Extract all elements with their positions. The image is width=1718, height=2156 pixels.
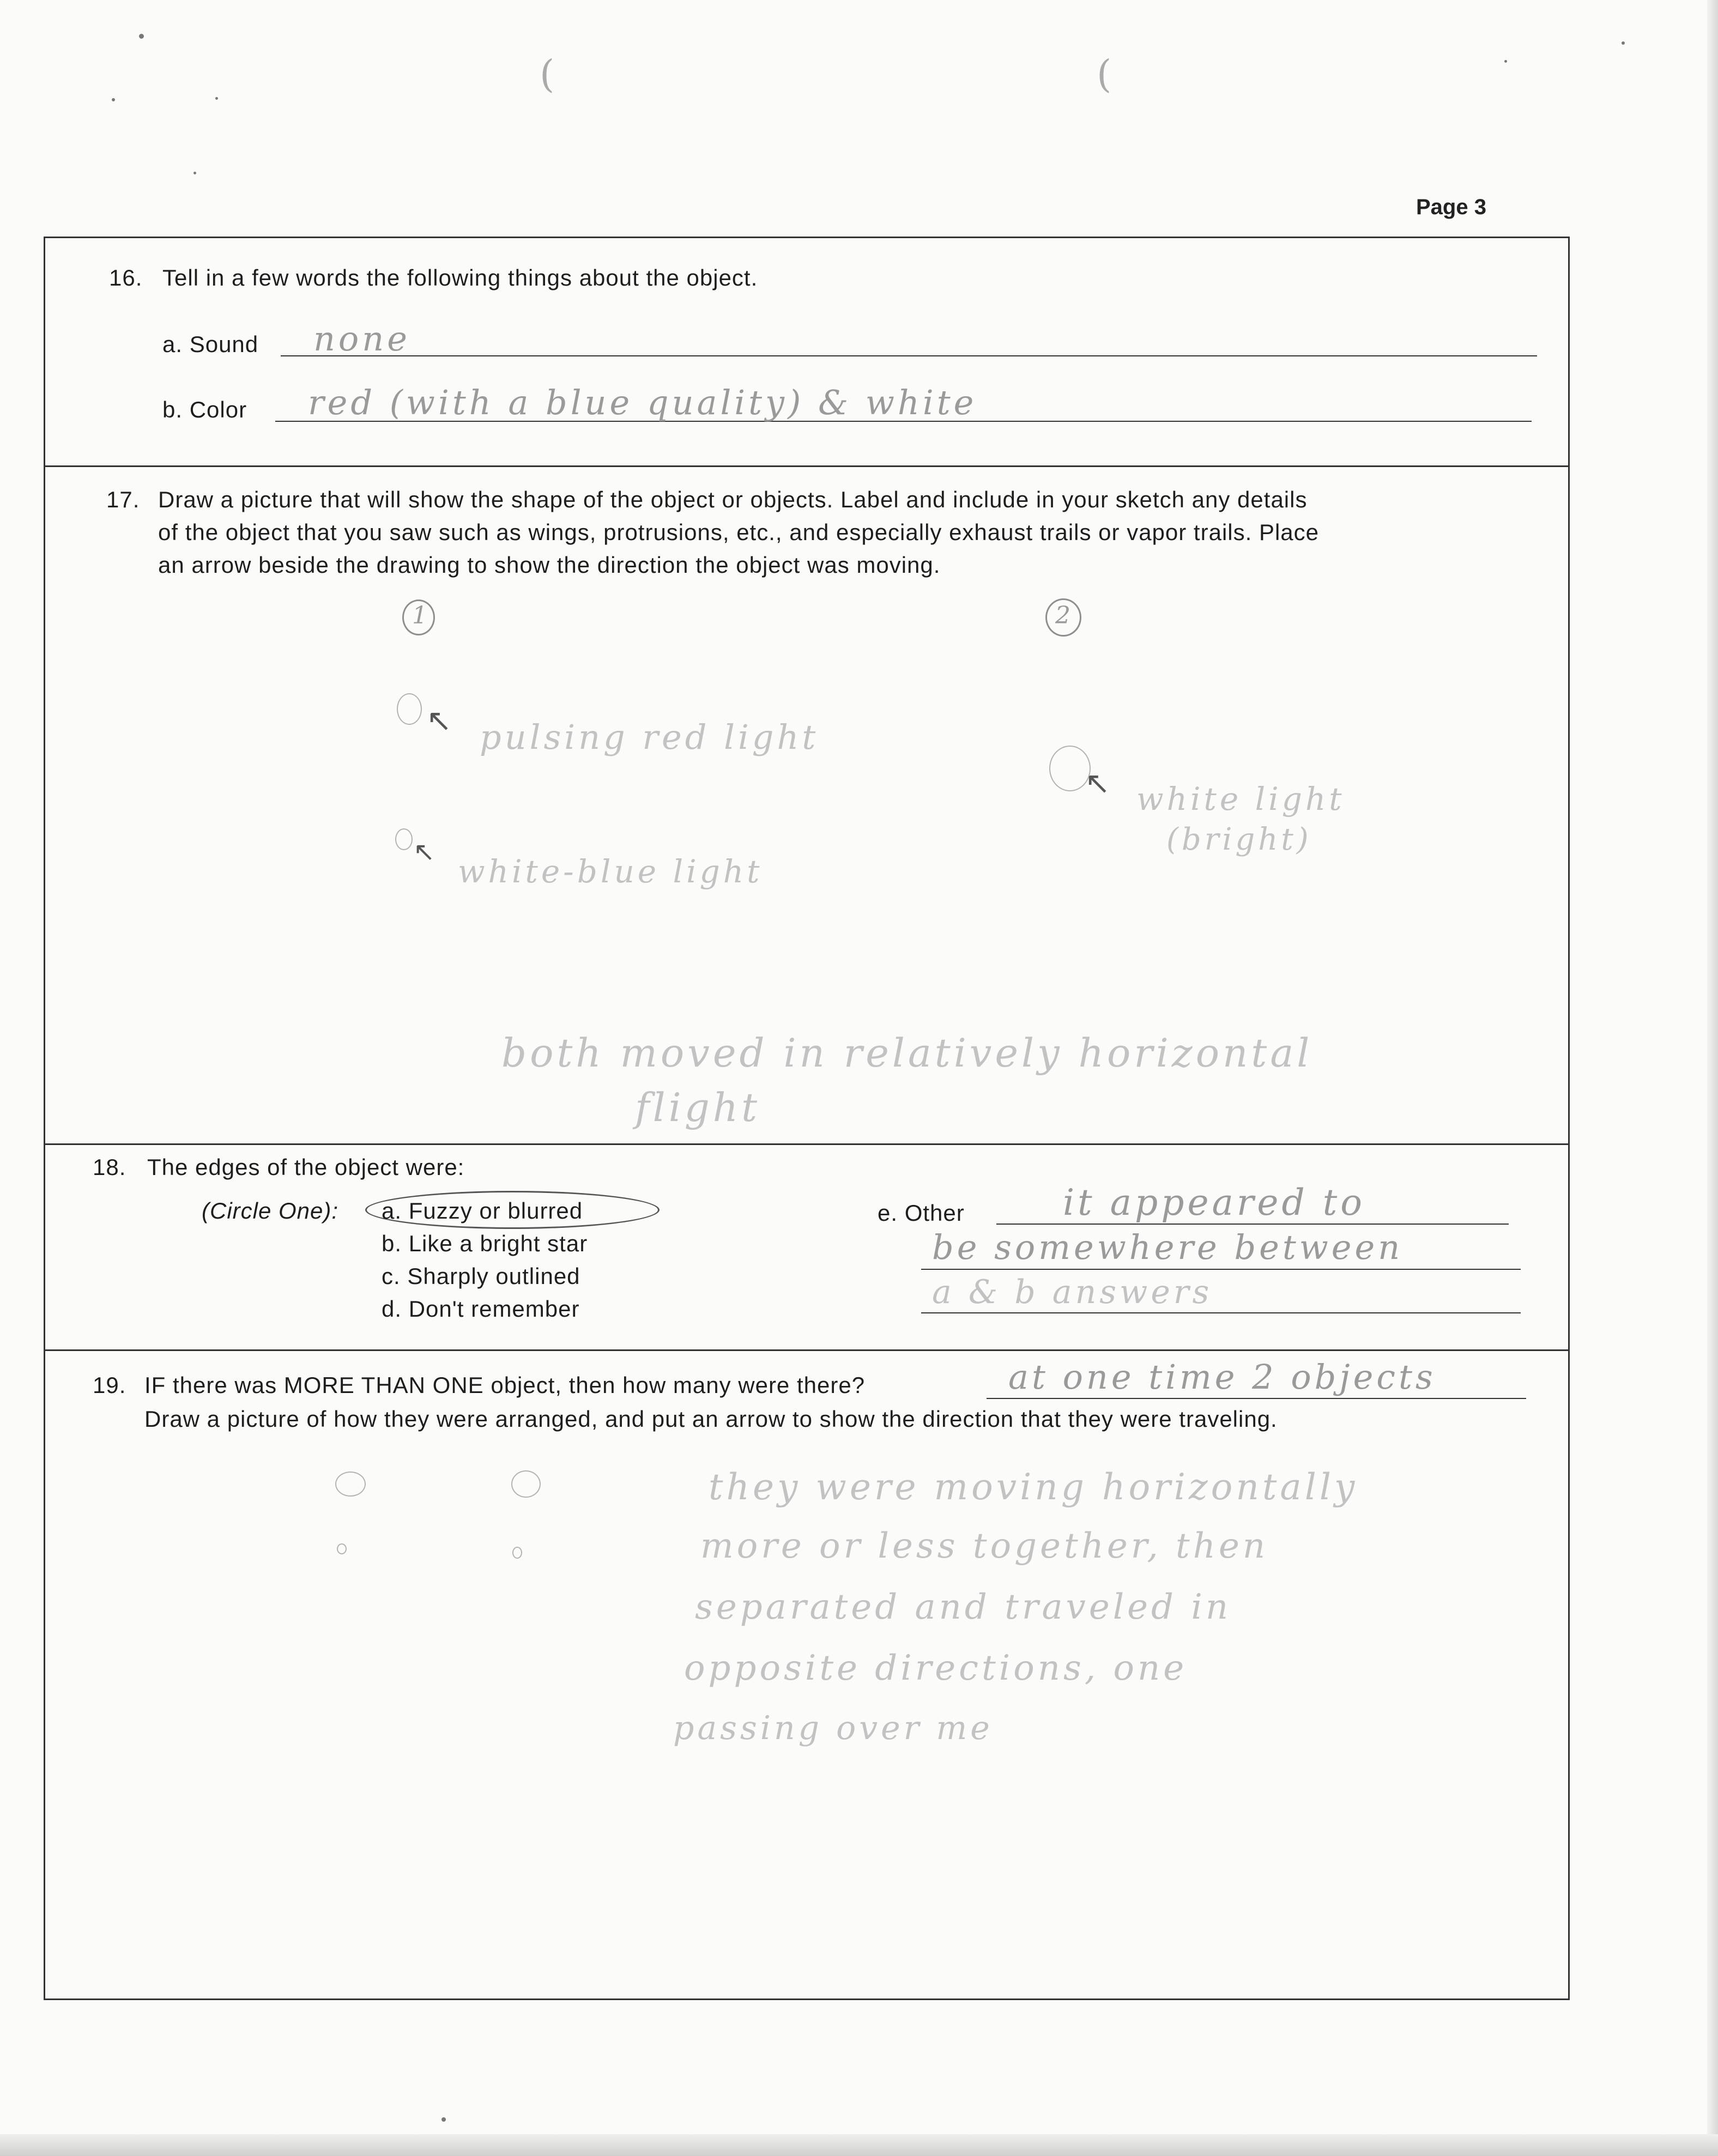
q16-prompt: Tell in a few words the following things about the object. [162,265,758,290]
q18-other-line-3 [921,1312,1521,1313]
section-divider [44,1143,1570,1145]
q19-number: 19. [93,1372,126,1398]
arrangement-object-small [337,1543,347,1554]
sketch-note-line-2: flight [635,1085,761,1130]
scan-speck [193,172,196,174]
sketch-label-white-blue: white-blue light [458,853,763,890]
sketch-marker-1: 1 [412,602,431,629]
q19-note-line-3: separated and traveled in [695,1587,1232,1627]
scan-mark: ( [540,52,555,96]
q17-number: 17. [106,487,140,512]
q17-prompt-line-1: Draw a picture that will show the shape of the object or objects. Label and include in your sketch any details [158,487,1308,512]
q18-option-a[interactable]: a. Fuzzy or blurred [382,1198,583,1224]
q17-prompt-line-3: an arrow beside the drawing to show the direction the object was moving. [158,552,941,578]
q16-sound-answer[interactable]: none [313,319,410,359]
q19-prompt-line-1: IF there was MORE THAN ONE object, then how many were there? [144,1372,866,1398]
scan-speck [139,34,144,39]
arrangement-object-large [511,1470,541,1498]
scan-mark: ( [1097,52,1112,96]
q16-sound-label: a. Sound [162,331,259,357]
scan-speck [215,97,218,100]
q19-note-line-5: passing over me [673,1709,993,1747]
q18-option-c[interactable]: c. Sharply outlined [382,1263,580,1289]
q18-other-line-1 [996,1224,1509,1225]
q18-prompt: The edges of the object were: [147,1154,465,1180]
q16-sound-line [281,355,1537,356]
arrangement-object-small [512,1547,522,1559]
q19-prompt-line-2: Draw a picture of how they were arranged, and put an arrow to show the direction that they were traveling. [144,1406,1278,1432]
q16-color-label: b. Color [162,397,247,422]
scan-speck [1504,60,1507,63]
q18-other-answer-line-2[interactable]: be somewhere between [932,1227,1404,1267]
q18-option-d[interactable]: d. Don't remember [382,1296,580,1322]
q16-color-answer[interactable]: red (with a blue quality) & white [308,383,977,422]
object-sketch-red-light [397,693,422,725]
scan-bottom-shadow [0,2134,1718,2156]
section-divider [44,465,1570,467]
sketch-marker-2: 2 [1055,602,1074,629]
arrangement-object-large [335,1471,366,1497]
q18-other-answer-line-3[interactable]: a & b answers [932,1273,1213,1311]
arrow-up-left-icon: ↖ [426,703,452,738]
q19-note-line-1: they were moving horizontally [709,1466,1358,1508]
scan-speck [441,2117,446,2122]
q18-other-line-2 [921,1269,1521,1270]
page-number: Page 3 [1416,195,1486,219]
q19-count-line [987,1398,1526,1399]
scan-speck [112,98,115,101]
arrow-up-left-icon: ↖ [413,837,435,867]
q18-circle-one: (Circle One): [202,1198,339,1224]
sketch-label-white: white light [1136,780,1345,817]
sketch-label-pulsing: pulsing red light [480,717,819,757]
sketch-label-bright: (bright) [1166,822,1312,857]
section-divider [44,1349,1570,1351]
q17-prompt-line-2: of the object that you saw such as wings, protrusions, etc., and especially exhaust trails or vapor trails. Place [158,519,1320,545]
scan-edge-shadow [1707,0,1718,2156]
q18-other-label: e. Other [878,1200,965,1226]
sketch-note-line-1: both moved in relatively horizontal [501,1030,1313,1076]
q18-option-b[interactable]: b. Like a bright star [382,1231,588,1256]
q18-other-answer-line-1[interactable]: it appeared to [1063,1182,1365,1224]
q19-note-line-2: more or less together, then [700,1526,1269,1566]
q18-number: 18. [93,1154,126,1180]
q19-count-answer[interactable]: at one time 2 objects [1008,1357,1436,1397]
q16-number: 16. [109,265,143,290]
arrow-up-left-icon: ↖ [1085,766,1110,801]
scan-speck [1622,41,1625,45]
q19-note-line-4: opposite directions, one [684,1648,1188,1688]
object-sketch-white-blue-light [395,828,413,850]
